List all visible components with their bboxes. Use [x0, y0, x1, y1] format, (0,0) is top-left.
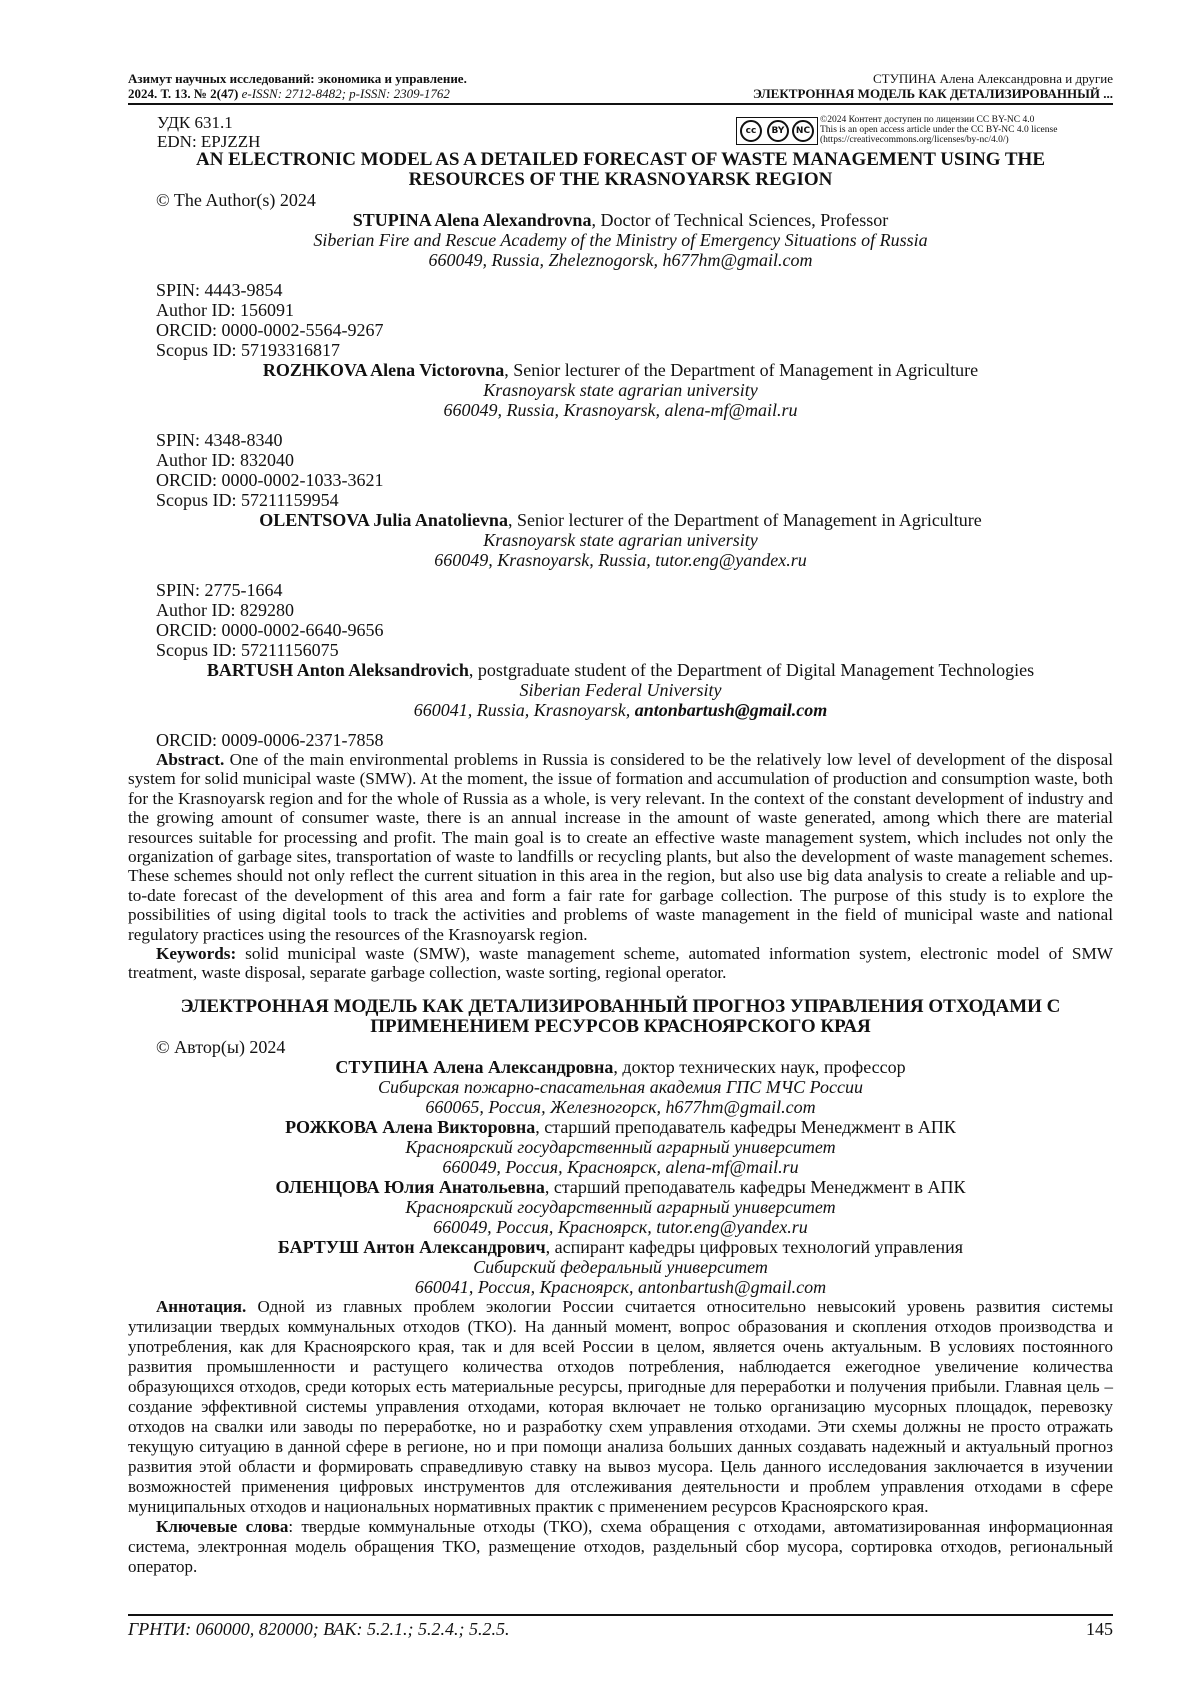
- author-position: , Senior lecturer of the Department of Management in Agriculture: [504, 360, 979, 380]
- edn-code: EDN: EPJZZH: [157, 132, 261, 151]
- english-keywords: [128, 944, 1113, 983]
- ru-author-4: [128, 1237, 1113, 1297]
- license-block: [736, 115, 1116, 147]
- author-position: , Doctor of Technical Sciences, Professor: [591, 210, 889, 230]
- russian-title-line-2: ПРИМЕНЕНИЕМ РЕСУРСОВ КРАСНОЯРСКОГО КРАЯ: [370, 1015, 871, 1037]
- author-orcid: ORCID: 0000-0002-1033-3621: [156, 470, 384, 490]
- udk-code: УДК 631.1: [157, 113, 233, 132]
- en-author-4: [128, 660, 1113, 750]
- keywords-label: Keywords:: [156, 944, 237, 964]
- license-url[interactable]: (https://creativecommons.org/licenses/by-nc/4.0/): [820, 135, 1009, 145]
- classification-codes: ГРНТИ: 060000, 820000; ВАК: 5.2.1.; 5.2.4.; 5.2.5.: [128, 1619, 510, 1639]
- author-scopus: Scopus ID: 57211156075: [156, 640, 339, 660]
- header-rule: [128, 103, 1113, 105]
- cc-license-badge[interactable]: [736, 117, 818, 145]
- english-title: [128, 150, 1113, 190]
- author-orcid: ORCID: 0000-0002-6640-9656: [156, 620, 384, 640]
- author-position: , старший преподаватель кафедры Менеджмент в АПК: [535, 1116, 956, 1137]
- english-abstract: [128, 750, 1113, 944]
- abstract-label: Abstract.: [156, 750, 225, 769]
- by-attribution-icon: BY: [767, 120, 789, 142]
- author-org: Krasnoyarsk state agrarian university: [483, 530, 758, 550]
- running-title: [753, 71, 1113, 101]
- author-id: Author ID: 829280: [156, 600, 294, 620]
- author-name: ROZHKOVA Alena Victorovna: [262, 360, 505, 380]
- russian-keywords: [128, 1517, 1113, 1577]
- ru-author-1: [128, 1057, 1113, 1117]
- author-position: , postgraduate student of the Department of Digital Management Technologies: [468, 660, 1035, 680]
- keywords-label: Ключевые слова: [156, 1516, 289, 1536]
- journal-issn: e-ISSN: 2712-8482; p-ISSN: 2309-1762: [238, 86, 450, 101]
- author-address: 660065, Россия, Железногорск, h677hm@gmail.com: [425, 1096, 816, 1117]
- author-email-link[interactable]: antonbartush@gmail.com: [634, 700, 828, 720]
- author-spin: SPIN: 2775-1664: [156, 580, 283, 600]
- english-copyright: © The Author(s) 2024: [156, 190, 316, 210]
- footer-rule: [128, 1614, 1113, 1616]
- cc-logo-icon: cc: [740, 120, 762, 142]
- license-line-ru: ©2024 Контент доступен по лицензии CC BY-NC 4.0: [820, 115, 1035, 125]
- license-text: [820, 115, 1120, 145]
- author-address-text: 660041, Russia, Krasnoyarsk,: [413, 700, 635, 720]
- running-authors: СТУПИНА Алена Александровна и другие: [873, 71, 1113, 86]
- english-title-line-1: AN ELECTRONIC MODEL AS A DETAILED FORECAST OF WASTE MANAGEMENT USING THE: [195, 149, 1046, 170]
- ru-author-2: [128, 1117, 1113, 1177]
- author-address: 660049, Russia, Zheleznogorsk, h677hm@gmail.com: [428, 250, 813, 270]
- author-org: Krasnoyarsk state agrarian university: [483, 380, 758, 400]
- author-org: Siberian Fire and Rescue Academy of the Ministry of Emergency Situations of Russia: [313, 230, 928, 250]
- author-orcid: ORCID: 0009-0006-2371-7858: [156, 730, 384, 750]
- author-spin: SPIN: 4443-9854: [156, 280, 283, 300]
- author-org: Сибирская пожарно-спасательная академия ГПС МЧС России: [378, 1076, 863, 1097]
- author-org: Сибирский федеральный университет: [473, 1256, 768, 1277]
- nc-noncommercial-icon: NC: [792, 120, 814, 142]
- russian-title-line-1: ЭЛЕКТРОННАЯ МОДЕЛЬ КАК ДЕТАЛИЗИРОВАННЫЙ ПРОГНОЗ УПРАВЛЕНИЯ ОТХОДАМИ С: [180, 995, 1061, 1017]
- author-address: 660049, Russia, Krasnoyarsk, alena-mf@mail.ru: [443, 400, 798, 420]
- abstract-label: Аннотация.: [156, 1296, 247, 1316]
- author-position: , Senior lecturer of the Department of Management in Agriculture: [507, 510, 982, 530]
- en-author-3: [128, 510, 1113, 660]
- page-footer: [128, 1619, 1113, 1639]
- license-line-en: This is an open access article under the CC BY-NC 4.0 license: [820, 125, 1058, 135]
- abstract-text: Одной из главных проблем экологии России считается относительно невысокий уровень развития системы утилизации твердых коммунальных отходов (ТКО). На данный момент, вопрос образования и скопления отходов производства и употребления, как для Красноярского края, так и для всей России в целом, является очень актуальным. В условиях постоянного развития промышленности и растущего количества отходов потребления, наблюдается ежегодное увеличение количества образующихся отходов, среди которых есть материальные ресурсы, пригодные для переработки и получения прибыли. Главная цель – создание эффективной системы управления отходами, которая включает не только организацию мусорных площадок, перевозку отходов на свалки или заводы по переработке, но и разработку схем управления отходами. Эти схемы должны не просто отражать текущую ситуацию в данной сфере в регионе, но и при помощи анализа больших данных создавать надежный и актуальный прогноз развития этой области и формировать справедливую ставку на вывоз мусора. Цель данного исследования заключается в изучении возможностей применения цифровых инструментов для отслеживания деятельности и проблем управления отходами в сфере муниципальных отходов и национальных нормативных практик с применением ресурсов Красноярского края.: [128, 1296, 1113, 1516]
- identifiers-block: [157, 113, 260, 151]
- author-org: Siberian Federal University: [519, 680, 722, 700]
- en-author-2: [128, 360, 1113, 510]
- author-name: OLENTSOVA Julia Anatolievna: [259, 510, 508, 530]
- author-scopus: Scopus ID: 57193316817: [156, 340, 340, 360]
- english-title-line-2: RESOURCES OF THE KRASNOYARSK REGION: [408, 169, 833, 190]
- author-org: Красноярский государственный аграрный университет: [405, 1136, 836, 1157]
- page-number: 145: [1086, 1619, 1113, 1639]
- journal-volume: 2024. Т. 13. № 2(47): [128, 86, 239, 101]
- author-name: БАРТУШ Антон Александрович: [277, 1236, 546, 1257]
- article-body: [128, 150, 1113, 1577]
- author-address: 660049, Krasnoyarsk, Russia, tutor.eng@yandex.ru: [434, 550, 807, 570]
- author-address: [128, 700, 1113, 720]
- author-name: ОЛЕНЦОВА Юлия Анатольевна: [275, 1176, 545, 1197]
- keywords-text: : твердые коммунальные отходы (ТКО), схема обращения с отходами, автоматизированная информационная система, электронная модель обращения ТКО, размещение отходов, раздельный сбор мусора, сортировка отходов, региональный оператор.: [128, 1516, 1113, 1576]
- keywords-text: solid municipal waste (SMW), waste management scheme, automated information system, electronic model of SMW treatment, waste disposal, separate garbage collection, waste sorting, regional operator.: [128, 944, 1113, 983]
- russian-abstract: [128, 1297, 1113, 1517]
- author-scopus: Scopus ID: 57211159954: [156, 490, 339, 510]
- author-address: 660049, Россия, Красноярск, alena-mf@mail.ru: [442, 1156, 799, 1177]
- author-id: Author ID: 832040: [156, 450, 294, 470]
- journal-issue: [128, 86, 467, 101]
- journal-info: [128, 71, 467, 101]
- author-position: , аспирант кафедры цифровых технологий управления: [545, 1236, 964, 1257]
- author-position: , старший преподаватель кафедры Менеджмент в АПК: [544, 1176, 966, 1197]
- abstract-text: One of the main environmental problems in Russia is considered to be the relatively low level of development of the disposal system for solid municipal waste (SMW). At the moment, the issue of formation and accumulation of production and consumption waste, both for the Krasnoyarsk region and for the whole of Russia as a whole, is very relevant. In the context of the constant development of industry and the growing amount of consumer waste, there is an annual increase in the amount of waste generated, among which there are material resources suitable for processing and profit. The main goal is to create an effective waste management system, which includes not only the organization of garbage sites, transportation of waste to landfills or recycling plants, but also the development of waste management schemes. These schemes should not only reflect the current situation in this area in the region, but also use big data analysis to create a reliable and up-to-date forecast of the development of this area and form a fair rate for garbage collection. The purpose of this study is to explore the possibilities of using digital tools to track the activities and problems of waste management in the field of municipal waste and national regulatory practices using the resources of the Krasnoyarsk region.: [128, 750, 1113, 944]
- author-address: 660041, Россия, Красноярск, antonbartush@gmail.com: [414, 1276, 827, 1297]
- author-name: СТУПИНА Алена Александровна: [335, 1056, 614, 1077]
- running-article-title: ЭЛЕКТРОННАЯ МОДЕЛЬ КАК ДЕТАЛИЗИРОВАННЫЙ ...: [753, 86, 1113, 101]
- author-name: STUPINA Alena Alexandrovna: [352, 210, 592, 230]
- journal-name: Азимут научных исследований: экономика и управление.: [128, 71, 467, 86]
- russian-title: [128, 997, 1113, 1037]
- en-author-1: [128, 210, 1113, 360]
- author-orcid: ORCID: 0000-0002-5564-9267: [156, 320, 384, 340]
- ru-author-3: [128, 1177, 1113, 1237]
- author-name: BARTUSH Anton Aleksandrovich: [206, 660, 469, 680]
- author-org: Красноярский государственный аграрный университет: [405, 1196, 836, 1217]
- author-address: 660049, Россия, Красноярск, tutor.eng@yandex.ru: [433, 1216, 808, 1237]
- author-position: , доктор технических наук, профессор: [613, 1056, 906, 1077]
- author-name: РОЖКОВА Алена Викторовна: [285, 1116, 536, 1137]
- russian-copyright: © Автор(ы) 2024: [156, 1036, 286, 1057]
- running-header: [128, 71, 1113, 101]
- author-spin: SPIN: 4348-8340: [156, 430, 283, 450]
- author-id: Author ID: 156091: [156, 300, 294, 320]
